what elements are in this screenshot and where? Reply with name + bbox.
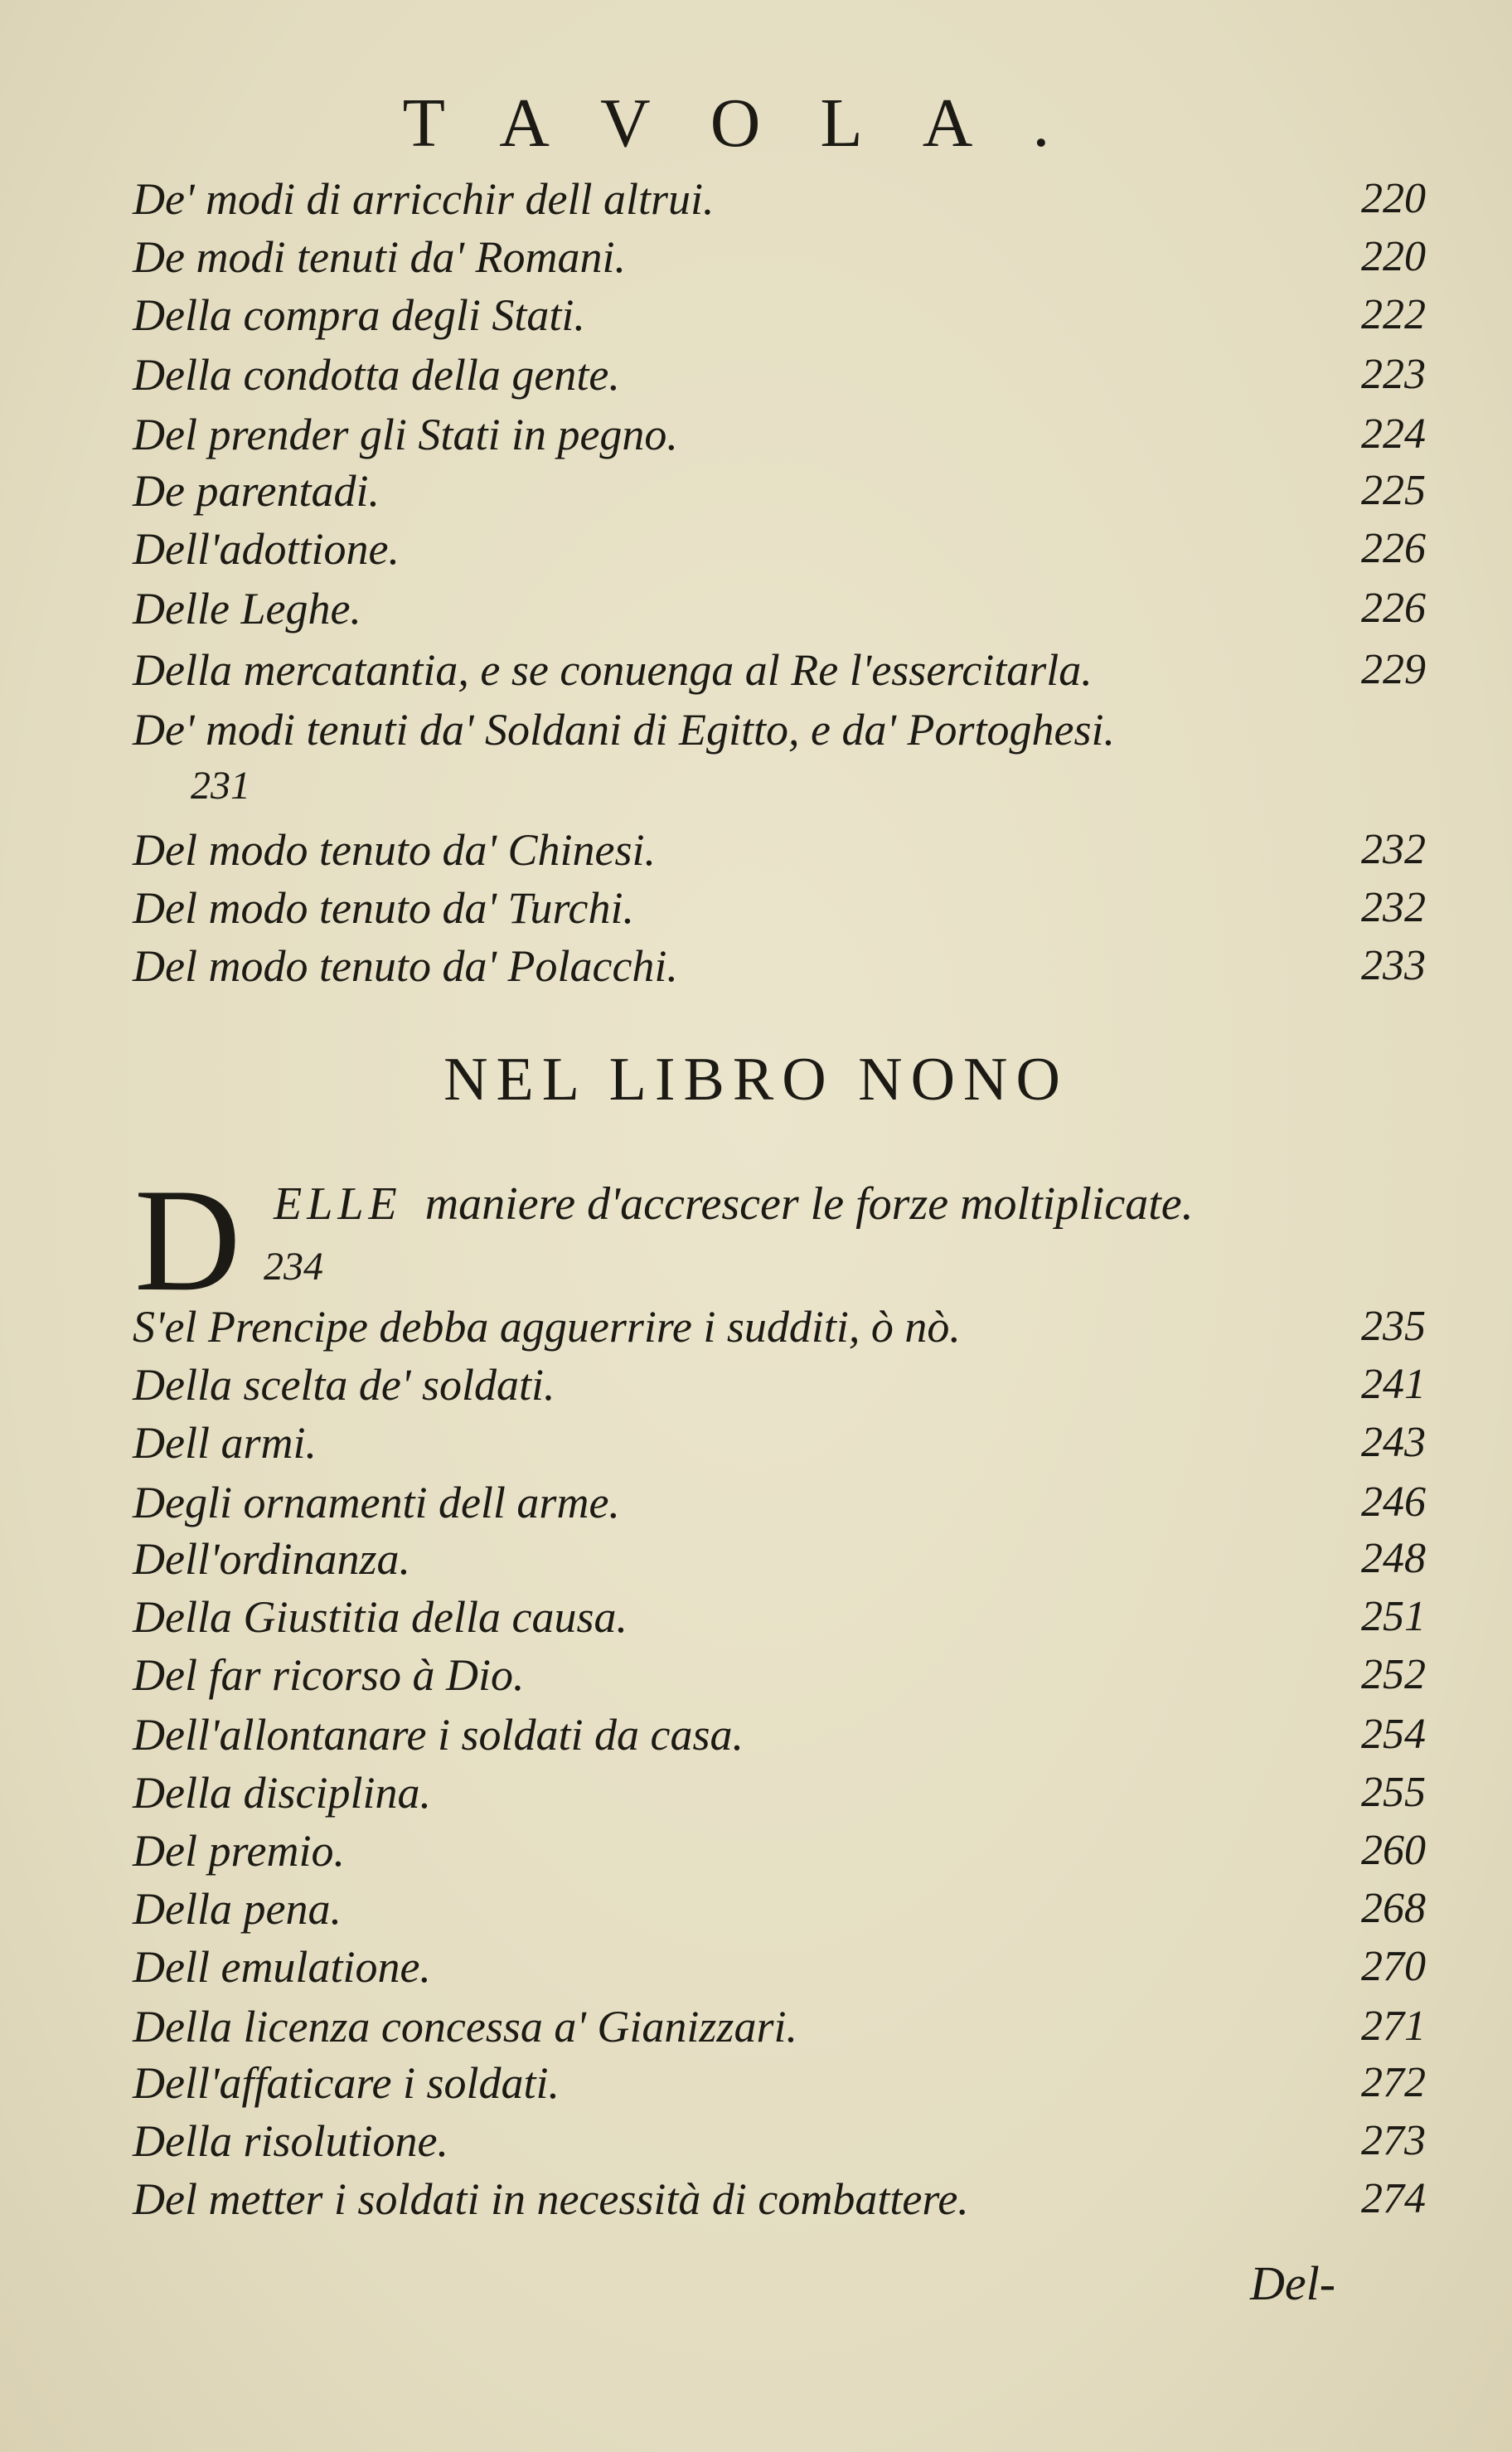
first-entry-page: 234 <box>264 1245 323 1289</box>
entry-title: De parentadi. <box>133 466 380 516</box>
entry-title: Dell'adottione. <box>133 524 400 574</box>
index-entry <box>133 580 1426 638</box>
index-entry <box>133 1822 1426 1880</box>
entry-title: S'el Prencipe debba agguerrire i sudditi, ò nò. <box>133 1302 961 1352</box>
entry-page: 225 <box>1361 467 1426 514</box>
entry-title: Della risolutione. <box>133 2116 448 2166</box>
catchword: Del- <box>1250 2256 1336 2310</box>
entry-page: 233 <box>1361 942 1426 989</box>
entry-title: Del far ricorso à Dio. <box>133 1650 525 1700</box>
entry-title: Degli ornamenti dell arme. <box>133 1478 620 1527</box>
index-entry <box>133 937 1426 995</box>
index-entry <box>133 1356 1426 1414</box>
index-entry <box>133 879 1426 937</box>
index-entry <box>133 1706 1426 1764</box>
index-entry <box>133 286 1426 344</box>
entry-page: 272 <box>1361 2059 1426 2106</box>
entry-page: 260 <box>1361 1827 1426 1874</box>
entry-page: 246 <box>1361 1478 1426 1526</box>
entry-title: Del metter i soldati in necessità di combattere. <box>133 2174 969 2224</box>
entry-page: 222 <box>1361 291 1426 338</box>
index-entry <box>133 2054 1426 2112</box>
index-entry <box>133 701 1426 759</box>
index-entry <box>133 520 1426 578</box>
entry-page: 273 <box>1361 2117 1426 2164</box>
wrapped-page-number: 231 <box>191 764 250 808</box>
entry-page: 274 <box>1361 2175 1426 2222</box>
index-entry <box>133 1588 1426 1646</box>
entry-title: Della Giustitia della causa. <box>133 1592 628 1642</box>
entry-page: 232 <box>1361 826 1426 873</box>
entry-title: Della licenza concessa a' Gianizzari. <box>133 2002 797 2051</box>
entry-title: Della disciplina. <box>133 1768 431 1818</box>
section-heading: NEL LIBRO NONO <box>443 1046 1069 1114</box>
index-entry <box>133 170 1426 228</box>
entry-page: 232 <box>1361 884 1426 931</box>
drop-cap: D <box>134 1158 241 1322</box>
entry-page: 223 <box>1361 351 1426 398</box>
entry-page: 241 <box>1361 1361 1426 1408</box>
index-entry <box>133 641 1426 699</box>
entry-title: Della compra degli Stati. <box>133 290 585 340</box>
entry-page: 271 <box>1361 2003 1426 2050</box>
first-entry-smallcaps: ELLE <box>274 1178 402 1230</box>
index-entry <box>133 1414 1426 1472</box>
index-entry <box>133 821 1426 879</box>
index-entry <box>133 1764 1426 1822</box>
index-entry <box>133 2170 1426 2228</box>
index-entry <box>133 228 1426 286</box>
entry-page: 268 <box>1361 1885 1426 1932</box>
entry-title: Del modo tenuto da' Turchi. <box>133 883 635 933</box>
entry-title: Della mercatantia, e se conuenga al Re l'essercitarla. <box>133 645 1093 695</box>
entry-title: Dell emulatione. <box>133 1942 431 1992</box>
index-entry <box>133 1998 1426 2056</box>
entry-page: 270 <box>1361 1943 1426 1990</box>
entry-title: Dell'allontanare i soldati da casa. <box>133 1710 744 1760</box>
page-header: TAVOLA. <box>402 85 1110 162</box>
entry-title: Della scelta de' soldati. <box>133 1360 555 1410</box>
entry-title: Del modo tenuto da' Polacchi. <box>133 941 678 991</box>
entry-title: Del premio. <box>133 1826 345 1876</box>
first-entry-title <box>274 1177 1194 1231</box>
index-entry <box>133 1938 1426 1996</box>
entry-page: 226 <box>1361 585 1426 632</box>
index-entry <box>133 1298 1426 1356</box>
entry-title: Della pena. <box>133 1884 342 1934</box>
index-entry <box>133 462 1426 520</box>
entry-page: 251 <box>1361 1593 1426 1640</box>
entry-title: Della condotta della gente. <box>133 350 620 400</box>
entry-title: Dell'affaticare i soldati. <box>133 2058 560 2108</box>
entry-page: 235 <box>1361 1303 1426 1350</box>
entry-title: De' modi tenuti da' Soldani di Egitto, e da' Portoghesi. <box>133 705 1116 755</box>
entry-page: 229 <box>1361 646 1426 693</box>
entry-page: 226 <box>1361 525 1426 572</box>
first-entry-rest: maniere d'accrescer le forze moltiplicate. <box>424 1178 1194 1230</box>
entry-title: Delle Leghe. <box>133 584 361 634</box>
index-entry <box>133 346 1426 404</box>
index-entry <box>133 1530 1426 1588</box>
entry-title: Del modo tenuto da' Chinesi. <box>133 825 656 875</box>
entry-page: 252 <box>1361 1651 1426 1698</box>
index-entry <box>133 405 1426 464</box>
entry-title: De modi tenuti da' Romani. <box>133 232 626 282</box>
index-entry <box>133 1880 1426 1938</box>
entry-title: Del prender gli Stati in pegno. <box>133 410 678 459</box>
index-entry <box>133 2112 1426 2170</box>
entry-page: 224 <box>1361 410 1426 458</box>
entry-title: Dell armi. <box>133 1418 317 1468</box>
index-entry <box>133 1646 1426 1704</box>
entry-title: De' modi di arricchir dell altrui. <box>133 174 715 224</box>
entry-page: 220 <box>1361 175 1426 222</box>
entry-page: 243 <box>1361 1419 1426 1466</box>
entry-page: 254 <box>1361 1711 1426 1758</box>
entry-page: 248 <box>1361 1535 1426 1582</box>
entry-page: 220 <box>1361 233 1426 280</box>
entry-title: Dell'ordinanza. <box>133 1534 411 1584</box>
entry-page: 255 <box>1361 1769 1426 1816</box>
index-entry <box>133 1474 1426 1532</box>
